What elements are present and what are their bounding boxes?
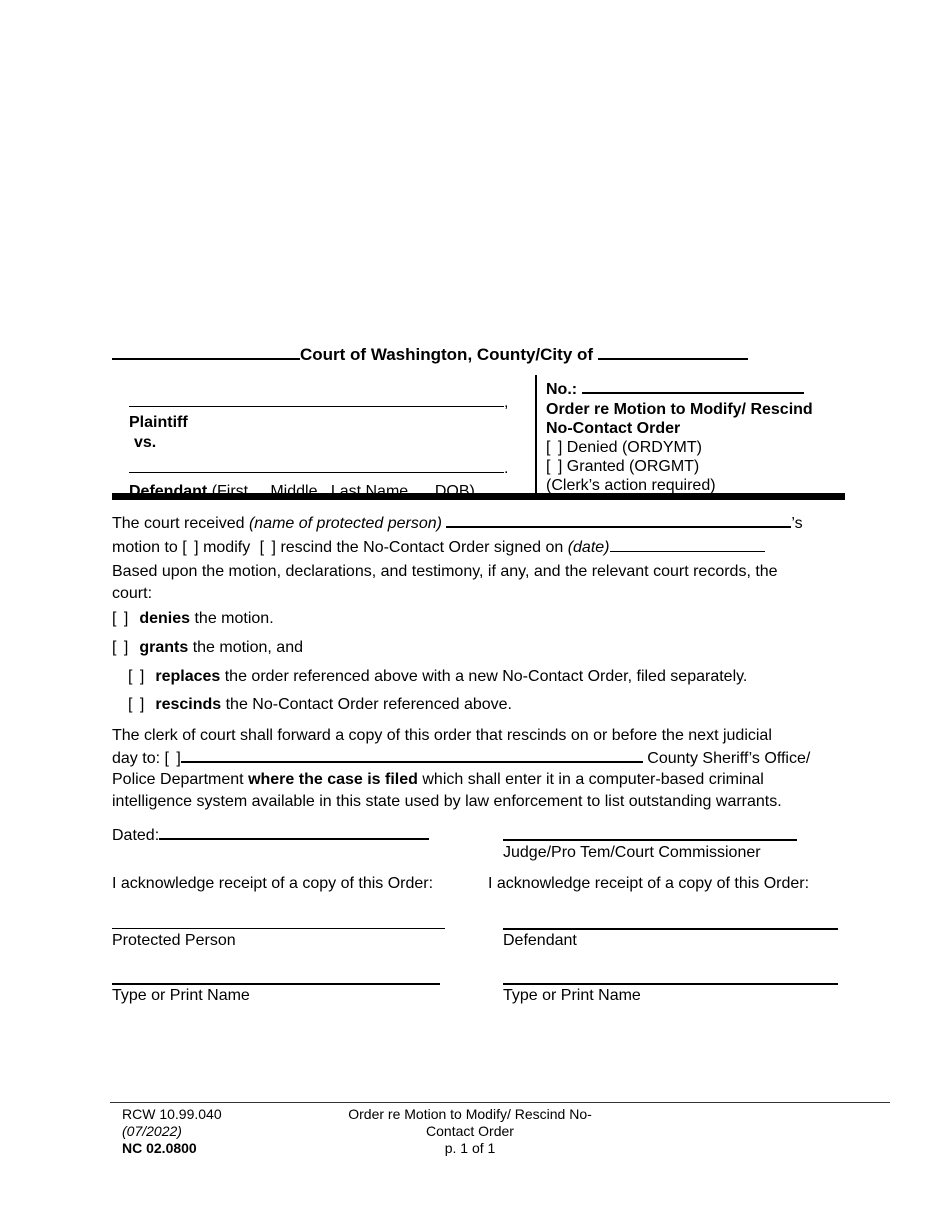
footer-title-block <box>280 1106 660 1157</box>
clerk-enter-text: which shall enter it in a computer-based criminal <box>417 771 764 788</box>
date-hint: (date) <box>567 538 610 556</box>
order-date-blank[interactable] <box>610 535 765 552</box>
rescinds-bold: rescinds <box>155 696 222 713</box>
rescinds-rest: the No-Contact Order referenced above. <box>221 696 512 713</box>
clerk-police-text: Police Department <box>112 771 249 788</box>
case-number-blank[interactable] <box>582 378 804 394</box>
denies-rest: the motion. <box>190 610 274 627</box>
form-title: Court of Washington, County/City of <box>300 345 598 364</box>
case-caption-box <box>112 375 845 500</box>
judge-signature-line[interactable] <box>503 839 797 841</box>
defendant-fields-hint: (First, Middle, Last Name, DOB) <box>211 483 475 500</box>
footer-rcw: RCW 10.99.040 <box>122 1106 222 1122</box>
footer-revision-date: (07/2022) <box>122 1123 182 1139</box>
footer-form-number: NC 02.0800 <box>122 1140 197 1156</box>
clerk-line2 <box>112 747 857 770</box>
possessive-s: ’s <box>791 515 803 532</box>
clerk-line1: The clerk of court shall forward a copy of this order that rescinds on or before the next judicial <box>112 727 772 744</box>
caption-parties-cell <box>112 375 537 500</box>
case-number-row <box>546 378 845 400</box>
protected-person-name-blank[interactable] <box>446 512 791 528</box>
grants-checkbox[interactable]: [ ] <box>112 639 129 656</box>
defendant-name-blank[interactable] <box>129 454 504 473</box>
based-line1: Based upon the motion, declarations, and testimony, if any, and the relevant court records, the <box>112 563 778 580</box>
replaces-checkbox[interactable]: [ ] <box>128 668 145 685</box>
denies-bold: denies <box>139 610 191 627</box>
intro-motion-text: motion to <box>112 538 183 556</box>
rescind-text: rescind the No-Contact Order signed on <box>280 538 568 556</box>
modify-checkbox[interactable]: [ ] <box>182 538 199 556</box>
protected-person-hint: (name of protected person) <box>248 515 442 532</box>
replaces-bold: replaces <box>155 668 221 685</box>
caption-order-cell <box>537 375 845 493</box>
plaintiff-label: Plaintiff <box>129 414 188 431</box>
defendant-signature-line[interactable] <box>503 928 838 930</box>
plaintiff-name-row <box>129 388 535 413</box>
defendant-label: Defendant <box>129 483 208 500</box>
grants-bold: grants <box>139 639 189 656</box>
agency-name-blank[interactable] <box>181 747 643 763</box>
dated-blank[interactable] <box>159 824 429 840</box>
clerk-line4: intelligence system available in this state used by law enforcement to list outstanding warrants. <box>112 792 782 810</box>
dated-row <box>112 824 429 845</box>
option-denies-row <box>112 610 274 628</box>
replaces-rest: the order referenced above with a new No-Contact Order, filed separately. <box>220 668 748 685</box>
order-title-line1: Order re Motion to Modify/ Rescind <box>546 401 813 418</box>
clerk-sheriff-text: County Sheriff’s Office/ <box>642 749 811 767</box>
ack-right-text: I acknowledge receipt of a copy of this Order: <box>488 875 810 892</box>
form-title-row <box>112 342 852 365</box>
clerk-line3 <box>112 769 857 791</box>
intro-line2 <box>112 535 857 559</box>
footer-page-number: p. 1 of 1 <box>444 1140 496 1156</box>
granted-label: Granted (ORGMT) <box>566 458 700 475</box>
judge-label: Judge/Pro Tem/Court Commissioner <box>503 844 761 861</box>
clerk-action-note: (Clerk’s action required) <box>546 477 716 494</box>
intro-received-text: The court received <box>112 515 249 532</box>
granted-checkbox[interactable]: [ ] <box>546 458 563 475</box>
modify-label: modify <box>203 538 251 556</box>
court-name-blank[interactable] <box>112 342 300 360</box>
denies-checkbox[interactable]: [ ] <box>112 610 129 627</box>
clerk-where-filed-bold: where the case is filed <box>248 771 418 788</box>
protected-person-label: Protected Person <box>112 932 236 949</box>
footer-divider <box>110 1102 890 1103</box>
vs-label: vs. <box>134 434 157 451</box>
denied-label: Denied (ORDYMT) <box>566 439 702 456</box>
protected-person-print-name-line[interactable] <box>112 983 440 985</box>
footer-form-title-line1: Order re Motion to Modify/ Rescind No- <box>348 1106 592 1122</box>
protected-person-signature-line[interactable] <box>112 928 445 929</box>
clerk-forward-paragraph <box>112 725 857 812</box>
type-print-name-left-label: Type or Print Name <box>112 987 250 1004</box>
intro-paragraph <box>112 512 857 558</box>
clerk-dayto-text: day to: <box>112 749 165 767</box>
based-upon-paragraph <box>112 561 857 604</box>
footer-form-title-line2: Contact Order <box>426 1123 514 1139</box>
defendant-label-row <box>129 482 535 502</box>
rescind-checkbox[interactable]: [ ] <box>259 538 276 556</box>
dated-label: Dated: <box>112 827 160 844</box>
defendant-signature-label: Defendant <box>503 932 577 949</box>
denied-checkbox[interactable]: [ ] <box>546 439 563 456</box>
granted-row <box>546 457 845 476</box>
defendant-line-punct: . <box>504 460 509 477</box>
grants-rest: the motion, and <box>188 639 303 656</box>
rescinds-checkbox[interactable]: [ ] <box>128 696 145 713</box>
ack-left-text: I acknowledge receipt of a copy of this Order: <box>112 875 434 892</box>
option-rescinds-row <box>128 696 512 714</box>
footer-citation-block <box>122 1106 222 1157</box>
option-grants-row <box>112 639 303 657</box>
plaintiff-name-blank[interactable] <box>129 388 504 407</box>
intro-line1 <box>112 512 857 535</box>
plaintiff-line-punct: , <box>504 394 509 411</box>
defendant-name-row <box>129 454 535 479</box>
option-replaces-row <box>128 668 747 686</box>
agency-checkbox[interactable]: [ ] <box>164 749 181 767</box>
type-print-name-right-label: Type or Print Name <box>503 987 641 1004</box>
denied-row <box>546 438 845 457</box>
case-number-label: No.: <box>546 381 578 398</box>
defendant-print-name-line[interactable] <box>503 983 838 985</box>
based-line2: court: <box>112 584 153 602</box>
order-title-line2: No-Contact Order <box>546 420 681 437</box>
county-city-blank[interactable] <box>598 342 748 360</box>
